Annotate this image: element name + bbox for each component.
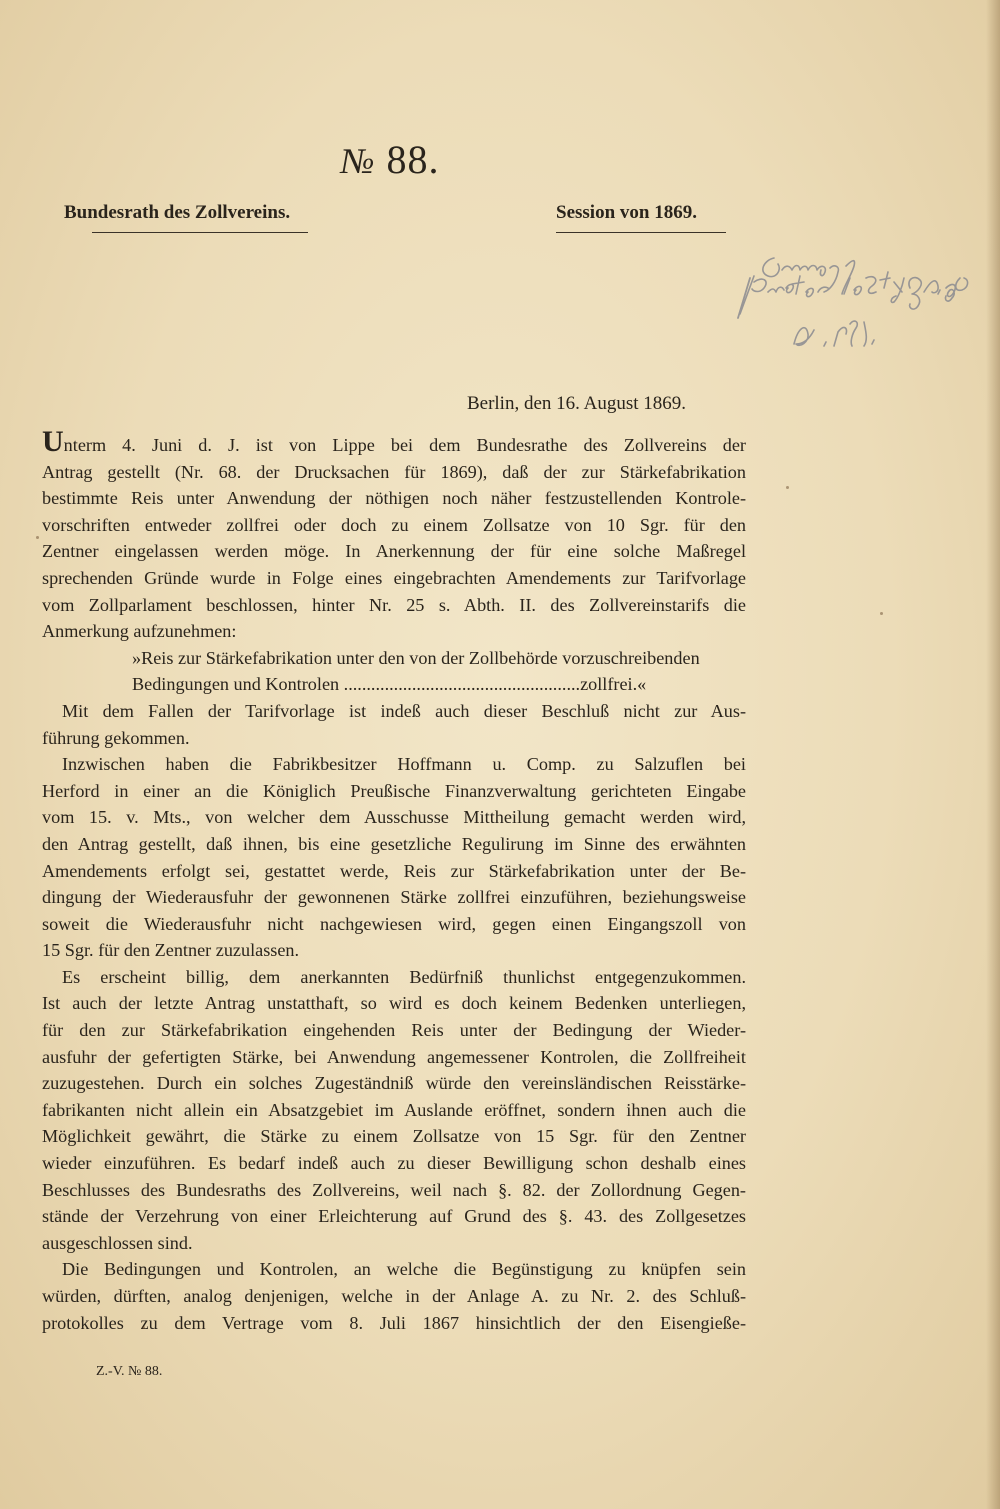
body-line: wieder einzuführen. Es bedarf indeß auch zu dieser Bewilligung schon deshalb eines [42, 1153, 746, 1174]
body-line: Mit dem Fallen der Tarifvorlage ist indeß auch dieser Beschluß nicht zur Aus- [62, 700, 746, 721]
body-text [42, 425, 746, 1336]
body-line: Amendements erfolgt sei, gestattet werde, Reis zur Stärkefabrikation unter der Be- [42, 860, 746, 881]
header-rule-right [556, 232, 726, 233]
body-line: sprechenden Gründe wurde in Folge eines eingebrachten Amendements zur Tarifvorlage [42, 567, 746, 588]
body-line: zuzugestehen. Durch ein solches Zugeständniß würde den vereinsländischen Reisstärke- [42, 1073, 746, 1094]
body-line: fabrikanten nicht allein ein Absatzgebiet im Auslande eröffnet, sondern ihnen auch die [42, 1099, 746, 1120]
body-line: stände der Verzehrung von einer Erleichterung auf Grund des §. 43. des Zollgesetzes [42, 1206, 746, 1227]
number-sign: № [340, 141, 376, 181]
body-line: soweit die Wiederausfuhr nicht nachgewiesen wird, gegen einen Eingangszoll von [42, 913, 746, 934]
body-line: Herford in einer an die Königlich Preußische Finanzverwaltung gerichteten Eingabe [42, 780, 746, 801]
header-session: Session von 1869. [556, 202, 697, 223]
paper-speck [36, 536, 39, 539]
body-line: Ist auch der letzte Antrag unstatthaft, so wird es doch keinem Bedenken unterliegen, [42, 993, 746, 1014]
page-edge-shadow [986, 0, 1000, 1509]
body-line: den Antrag gestellt, daß ihnen, bis eine gesetzliche Regulirung im Sinne des erwähnten [42, 833, 746, 854]
body-line: Die Bedingungen und Kontrolen, an welche die Begünstigung zu knüpfen sein [62, 1259, 746, 1280]
body-line: Möglichkeit gewährt, die Stärke zu einem Zollsatze von 15 Sgr. für den Zentner [42, 1126, 746, 1147]
body-line: würden, dürften, analog denjenigen, welche in der Anlage A. zu Nr. 2. des Schluß- [42, 1286, 746, 1306]
body-line: »Reis zur Stärkefabrikation unter den von der Zollbehörde vorzuschreibenden [132, 647, 700, 668]
handwritten-annotation-drawing [734, 248, 980, 360]
dateline: Berlin, den 16. August 1869. [466, 393, 686, 414]
initial-capital: U [42, 425, 64, 458]
body-line: Beschlusses des Bundesraths des Zollvereins, weil nach §. 82. der Zollordnung Gegen- [42, 1179, 746, 1200]
paper-speck [880, 612, 883, 615]
body-line: führung gekommen. [42, 727, 190, 748]
body-line: vom 15. v. Mts., von welcher dem Ausschusse Mittheilung gemacht werden wird, [42, 807, 746, 828]
body-line: 15 Sgr. für den Zentner zuzulassen. [42, 940, 300, 961]
body-line: Es erscheint billig, dem anerkannten Bedürfniß thunlichst entgegenzukommen. [62, 966, 746, 987]
body-line: Unterm 4. Juni d. J. ist von Lippe bei dem Bundesrathe des Zollvereins der [42, 425, 746, 458]
body-line: Anmerkung aufzunehmen: [42, 621, 237, 642]
document-number [0, 136, 780, 183]
handwritten-annotation [734, 248, 980, 360]
body-line: bestimmte Reis unter Anwendung der nöthigen noch näher festzustellenden Kontrole- [42, 488, 746, 509]
body-line: Zentner eingelassen werden möge. In Anerkennung der für eine solche Maßregel [42, 541, 746, 562]
body-line: Inzwischen haben die Fabrikbesitzer Hoffmann u. Comp. zu Salzuflen bei [62, 754, 746, 775]
footer-reference: Z.-V. № 88. [96, 1364, 163, 1379]
paper-speck [142, 1326, 145, 1329]
body-line: Bedingungen und Kontrolen ....................................................zollfrei.« [132, 674, 647, 695]
body-line: protokolles zu dem Vertrage vom 8. Juli 1867 hinsichtlich der den Eisengieße- [42, 1312, 746, 1333]
body-line: vorschriften entweder zollfrei oder doch zu einem Zollsatze von 10 Sgr. für den [42, 514, 746, 535]
header-rule-left [92, 232, 308, 233]
number-value: 88. [386, 137, 440, 182]
body-line: vom Zollparlament beschlossen, hinter Nr. 25 s. Abth. II. des Zollvereinstarifs die [42, 594, 746, 615]
body-line: für den zur Stärkefabrikation eingehenden Reis unter der Bedingung der Wieder- [42, 1020, 746, 1041]
body-line: Antrag gestellt (Nr. 68. der Drucksachen für 1869), daß der zur Stärkefabrikation [42, 461, 746, 482]
body-line: ausfuhr der gefertigten Stärke, bei Anwendung angemessener Kontrolen, die Zollfreiheit [42, 1046, 746, 1067]
body-line: dingung der Wiederausfuhr der gewonnenen Stärke zollfrei einzuführen, beziehungsweise [42, 887, 746, 908]
header-institution: Bundesrath des Zollvereins. [64, 202, 291, 223]
body-line: ausgeschlossen sind. [42, 1232, 193, 1253]
paper-speck [786, 486, 789, 489]
